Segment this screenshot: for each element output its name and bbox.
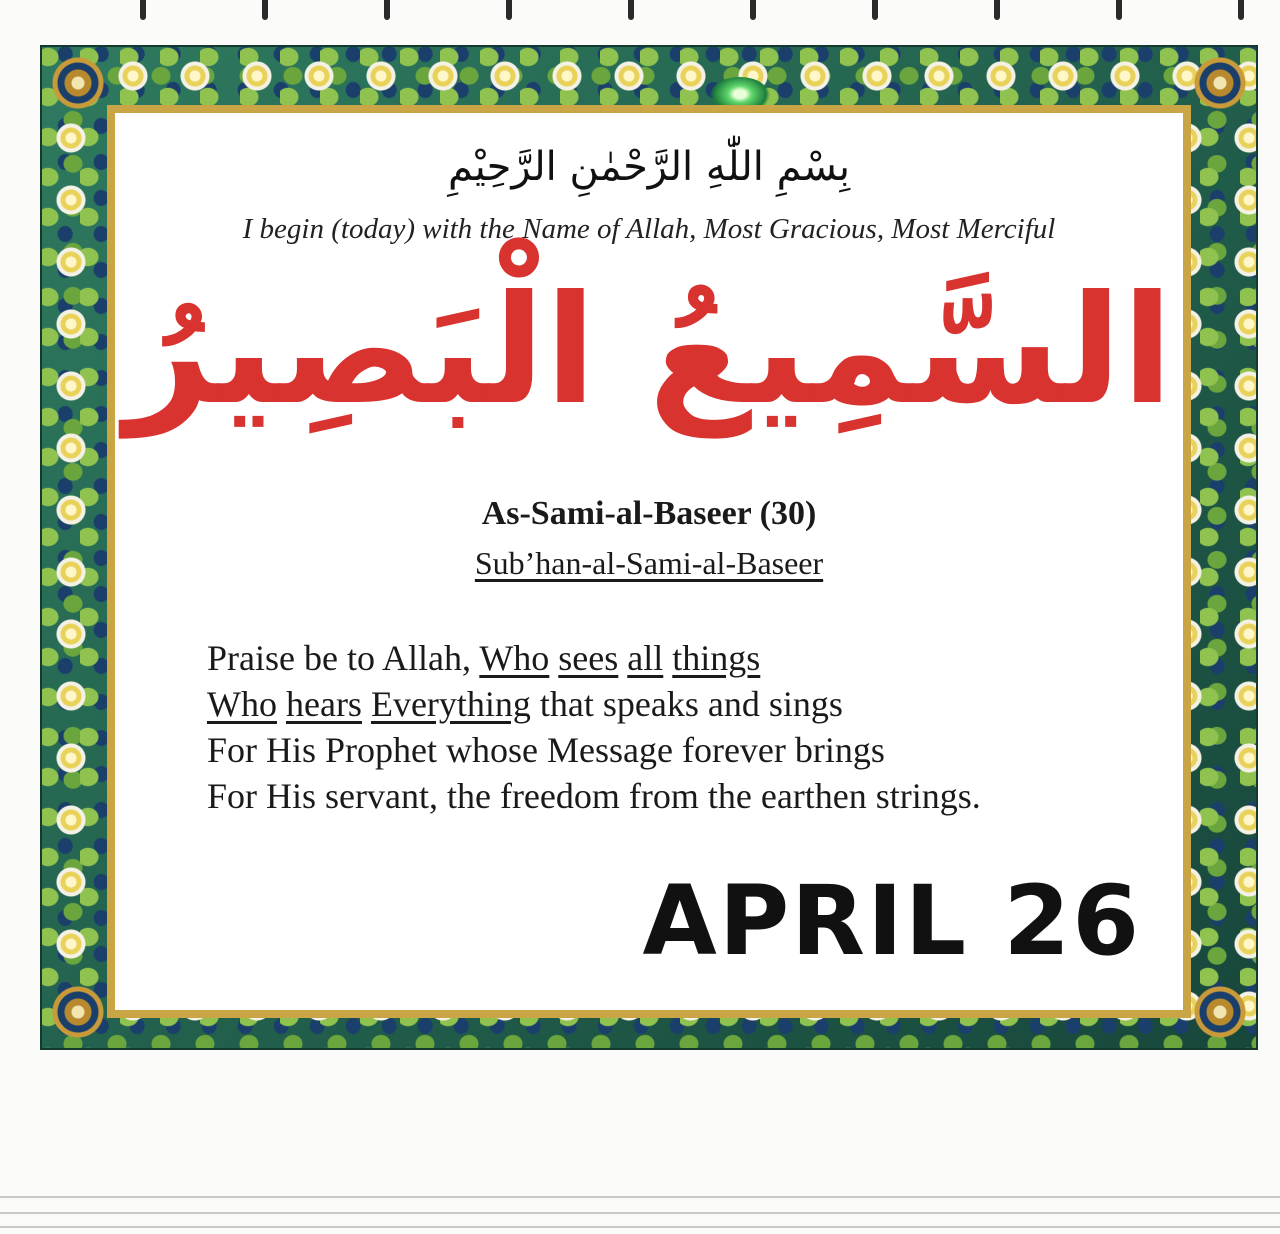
binding-ring (140, 0, 146, 20)
binding-ring (384, 0, 390, 20)
name-title: As-Sami-al-Baseer (30) (481, 495, 817, 532)
poem-line-1 (207, 635, 1167, 681)
poem-line-4: For His servant, the freedom from the earthen strings. (207, 776, 981, 816)
name-subtitle (115, 545, 1183, 582)
binding-ring (628, 0, 634, 20)
poem-space (618, 638, 627, 678)
corner-ornament (1194, 57, 1246, 109)
calendar-page (115, 113, 1183, 1010)
poem-text: Praise be to Allah, (207, 638, 480, 678)
binding-ring (994, 0, 1000, 20)
calendar-date: APRIL 26 (642, 865, 1141, 977)
poem-line-2 (207, 681, 1167, 727)
binding-ring (1116, 0, 1122, 20)
name-subtitle-text: Sub’han-al-Sami-al-Baseer (474, 545, 824, 581)
poem-underlined-word: sees (558, 638, 619, 678)
poem-underlined-word: things (672, 638, 761, 678)
corner-ornament (52, 986, 104, 1038)
page-stack-edge (0, 1196, 1280, 1198)
bismillah-translation: I begin (today) with the Name of Allah, Most Gracious, Most Merciful (242, 213, 1056, 245)
binding-ring (1238, 0, 1244, 20)
poem-underlined-word: hears (285, 684, 362, 724)
corner-ornament (1194, 986, 1246, 1038)
corner-ornament (52, 57, 104, 109)
binding-rings (0, 0, 1280, 22)
binding-ring (262, 0, 268, 20)
binding-ring (872, 0, 878, 20)
poem-space (362, 684, 371, 724)
divine-name-calligraphy: السَّمِيعُ الْبَصِيرُ (124, 264, 1174, 438)
poem-text: that speaks and sings (530, 684, 843, 724)
poem-underlined-word: Who (207, 684, 277, 724)
poem-space (549, 638, 558, 678)
page-stack-edge (0, 1226, 1280, 1228)
poem-underlined-word: all (627, 638, 664, 678)
poem (207, 635, 1167, 819)
poem-underlined-word: Who (479, 638, 550, 678)
poem-space (277, 684, 286, 724)
binding-ring (750, 0, 756, 20)
page-stack-edge (0, 1212, 1280, 1214)
bismillah-calligraphy: بِسْمِ اللّٰهِ الرَّحْمٰنِ الرَّحِيْمِ (447, 144, 851, 190)
poem-underlined-word: Everything (370, 684, 531, 724)
poem-space (663, 638, 672, 678)
binding-ring (506, 0, 512, 20)
poem-line-3: For His Prophet whose Message forever brings (207, 730, 885, 770)
